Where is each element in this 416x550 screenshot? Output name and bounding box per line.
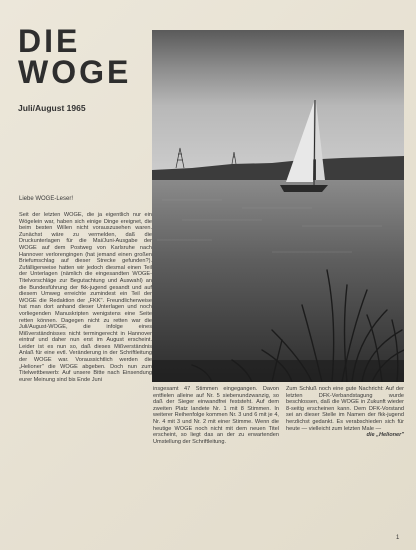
column-2-text: insgesamt 47 Stimmen eingegangen. Davon entfielen alleine auf Nr. 5 siebenundzwanzig, so daß der Sieger einwandfrei feststeht. Auf dem zweiten Platz landete Nr. 1 mit 8 Stimmen. In weiterer Reihenfolge kommen Nr. 3 und 6 mit je 4, Nr. 4 mit 3 und Nr. 2 mit einer Stimme. Wenn die heutige WOGE noch nicht mit dem neuen Titel erscheint, so liegt das an der zu erwartenden Umstellung der Schriftleitung.: [153, 386, 279, 445]
sailboat-photo: [152, 30, 404, 382]
column-3-text: Zum Schluß noch eine gute Nachricht: Auf der letzten DFK-Verbandstagung wurde beschlossen, daß die WOGE in Zukunft wieder 8-seitig erscheinen kann. Dem DFK-Vorstand sei an dieser Stelle im Namen der fkk-jugend herzlichst gedankt. Es verabschieden sich für heute — vielleicht zum letzten Male —: [286, 386, 404, 432]
greeting: Liebe WOGE-Leser!: [19, 196, 74, 202]
article-column-1: [19, 212, 152, 383]
masthead-line-1: DIE: [18, 23, 81, 59]
masthead: [18, 23, 132, 90]
masthead-line-2: WOGE: [18, 54, 132, 90]
signature: die „Helioner": [366, 432, 404, 439]
page-number: 1: [396, 535, 400, 541]
article-column-3: [286, 386, 404, 439]
issue-date: Juli/August 1965: [18, 103, 86, 113]
article-column-2: [153, 386, 279, 445]
column-1-text: Seit der letzten WOGE, die ja eigentlich nur ein Wögelein war, haben sich einige Dinge ereignet, die beim besten Willen nicht vorauszusehen waren. Zunächst wäre zu vermelden, daß die Druckunterlagen für die Mai/Juni-Ausgabe der WOGE auf dem Postweg von Karlsruhe nach Hannover verlorengingen (hat jemand einen großen Briefumschlag auf dieser Strecke gefunden?). Zufälligerweise hatten wir jedoch diesmal einen Teil der Unterlagen (nämlich die eingesandten WOGE-Titelvorschläge zur Begutachtung und Auswahl) an die Bundesführung der fkk-jugend gesandt und auf diesem Umweg erreichte zumindest ein Teil der WOGE die Redaktion der „FKK". Freundlicherweise hat man dort anhand dieser Unterlagen und noch vorliegenden Manuskripten wenigstens eine Seite retten können. Dagegen nicht zu retten war die Juli/August-WOGE, die infolge eines Mißverständnisses nicht termingerecht in Hannover eintraf und daher nun erst im August erscheint. Leider ist es nun so, daß dieses Mißverständnis Anlaß für eine evtl. Veränderung in der Schriftleitung der WOGE war. Voraussichtlich werden die „Helioner" die WOGE abgeben. Doch nun zum Titelwettbewerb: Auf unsere Bitte nach Einsendung eurer Meinung sind bis Ende Juni: [19, 212, 152, 383]
